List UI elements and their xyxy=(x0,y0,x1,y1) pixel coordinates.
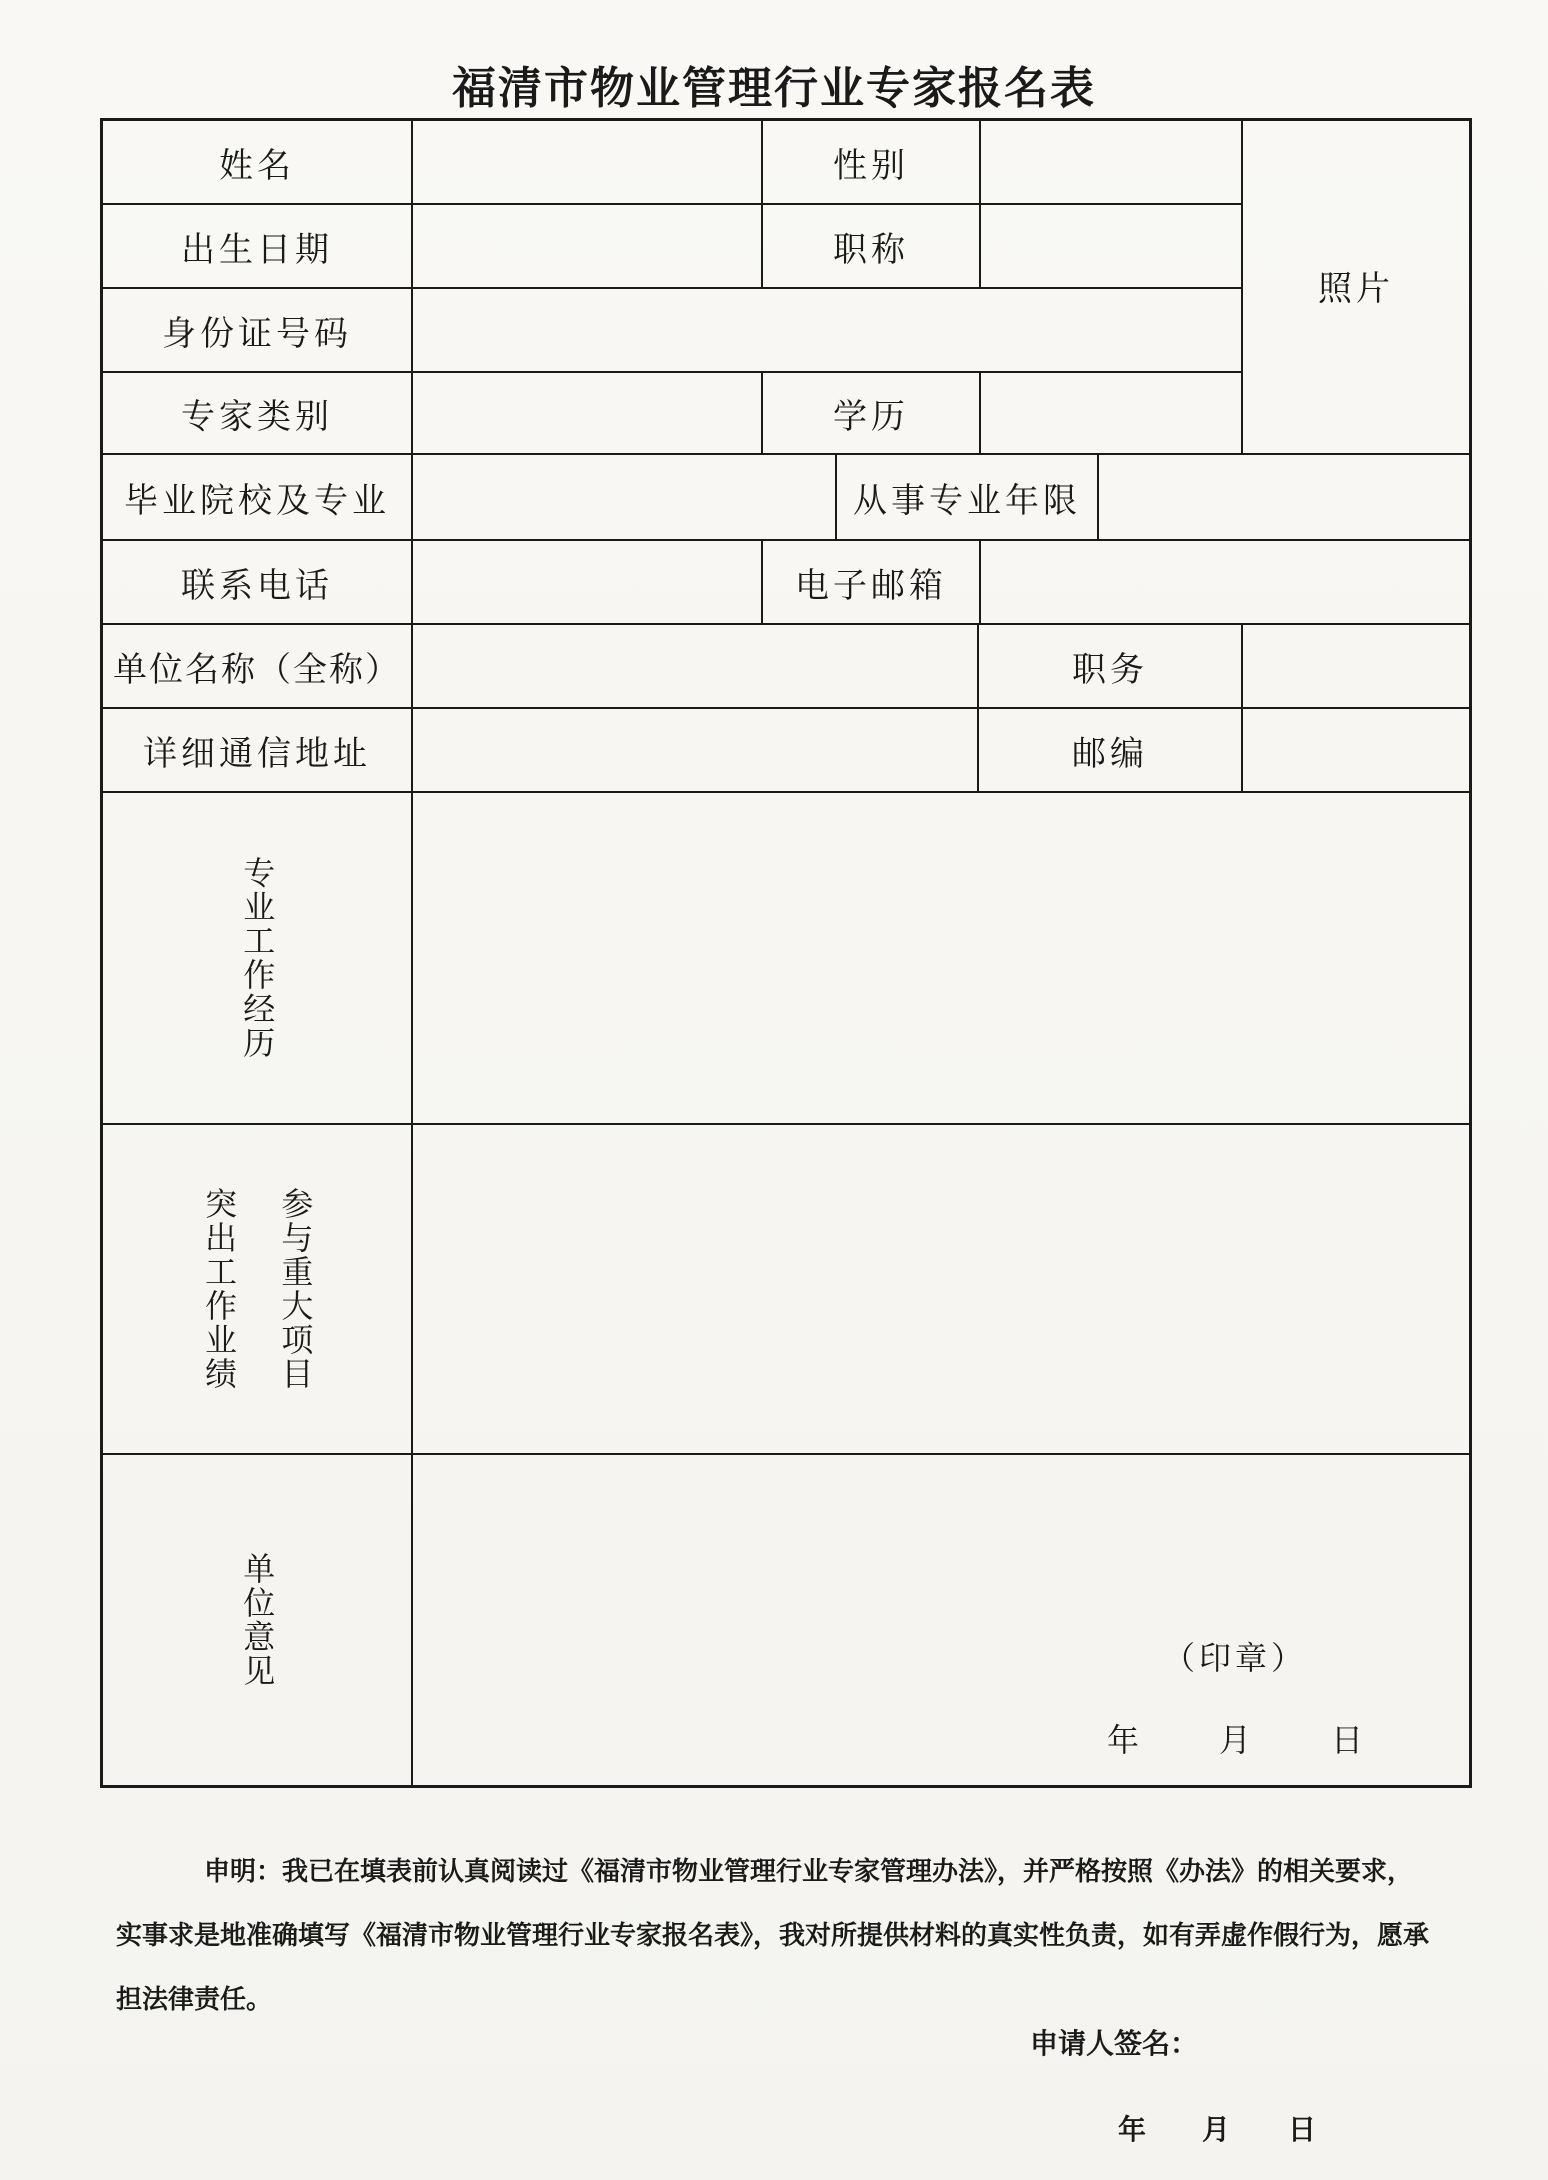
gender-label: 性别 xyxy=(763,121,981,205)
applicant-signature-label: 申请人签名： xyxy=(1030,2027,1199,2060)
opinion-date-month: 月 xyxy=(1219,1721,1256,1759)
education-input[interactable] xyxy=(981,373,1243,455)
projects-label-cell xyxy=(103,1125,413,1455)
signature-date-year: 年 xyxy=(1118,2113,1147,2146)
position-label: 职务 xyxy=(979,625,1243,709)
experience-label: 专业工作经历 xyxy=(238,856,277,1060)
organization-input[interactable] xyxy=(413,625,979,709)
experience-input[interactable] xyxy=(413,793,1469,1125)
seal-label: （印章） xyxy=(1163,1639,1308,1677)
id-number-input[interactable] xyxy=(413,289,1243,373)
photo-label: 照片 xyxy=(1318,269,1394,309)
opinion-label-cell xyxy=(103,1455,413,1785)
registration-form xyxy=(100,118,1472,1788)
expert-type-input[interactable] xyxy=(413,373,763,455)
photo-box[interactable] xyxy=(1243,121,1469,455)
email-label: 电子邮箱 xyxy=(763,541,981,625)
education-label: 学历 xyxy=(763,373,981,455)
work-years-label: 从事专业年限 xyxy=(837,455,1099,541)
work-years-input[interactable] xyxy=(1099,455,1469,541)
opinion-label: 单位意见 xyxy=(238,1552,277,1688)
professional-title-label: 职称 xyxy=(763,205,981,289)
achievements-label: 突出工作业绩 xyxy=(200,1187,238,1391)
birth-date-label: 出生日期 xyxy=(103,205,413,289)
address-label: 详细通信地址 xyxy=(103,709,413,793)
email-input[interactable] xyxy=(981,541,1469,625)
opinion-date-year: 年 xyxy=(1107,1721,1144,1759)
postcode-label: 邮编 xyxy=(979,709,1243,793)
organization-label: 单位名称（全称） xyxy=(103,625,413,709)
phone-input[interactable] xyxy=(413,541,763,625)
signature-date-month: 月 xyxy=(1202,2113,1231,2146)
declaration-statement: 申明：我已在填表前认真阅读过《福清市物业管理行业专家管理办法》，并严格按照《办法》的相关要求，实事求是地准确填写《福清市物业管理行业专家报名表》，我对所提供材料的真实性负责，如有弄虚作假行为，愿承担法律责任。 xyxy=(116,1857,1430,2015)
name-label: 姓名 xyxy=(103,121,413,205)
professional-title-input[interactable] xyxy=(981,205,1243,289)
projects-label-group xyxy=(200,1187,315,1391)
signature-date-day: 日 xyxy=(1288,2113,1317,2146)
name-input[interactable] xyxy=(413,121,763,205)
projects-label: 参与重大项目 xyxy=(276,1187,315,1391)
opinion-date-day: 日 xyxy=(1331,1721,1368,1759)
address-input[interactable] xyxy=(413,709,979,793)
school-major-label: 毕业院校及专业 xyxy=(103,455,413,541)
opinion-input[interactable] xyxy=(413,1455,1469,1785)
experience-label-cell xyxy=(103,793,413,1125)
id-number-label: 身份证号码 xyxy=(103,289,413,373)
birth-date-input[interactable] xyxy=(413,205,763,289)
postcode-input[interactable] xyxy=(1243,709,1469,793)
school-major-input[interactable] xyxy=(413,455,837,541)
expert-type-label: 专家类别 xyxy=(103,373,413,455)
page-title: 福清市物业管理行业专家报名表 xyxy=(452,63,1096,114)
position-input[interactable] xyxy=(1243,625,1469,709)
projects-input[interactable] xyxy=(413,1125,1469,1455)
gender-input[interactable] xyxy=(981,121,1243,205)
phone-label: 联系电话 xyxy=(103,541,413,625)
